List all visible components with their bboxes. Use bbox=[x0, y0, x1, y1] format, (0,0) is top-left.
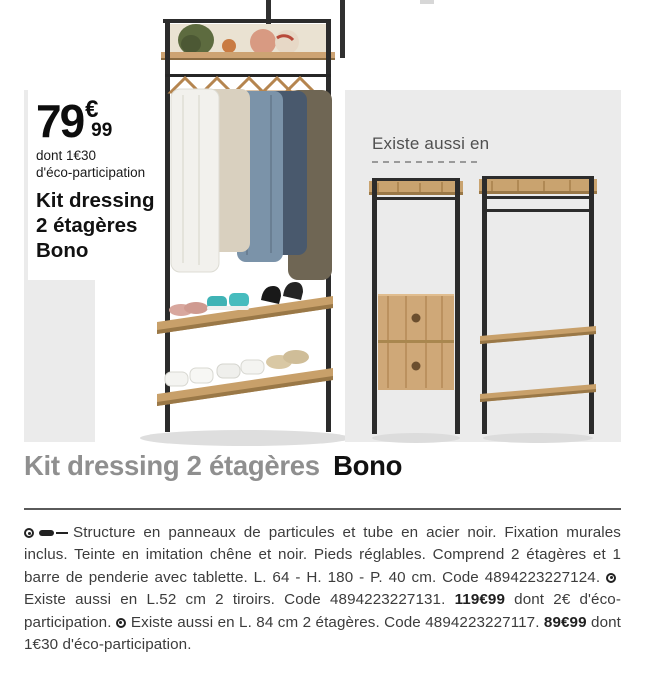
description-text-segment: dont 2€ d'éco-participation. bbox=[24, 591, 621, 631]
eco-participation-line1: dont 1€30 bbox=[36, 148, 97, 163]
description-text-segment: 119€99 bbox=[454, 591, 506, 609]
circle-star-icon bbox=[116, 618, 126, 628]
floor-shadow bbox=[483, 433, 593, 443]
description-text-segment: Structure en panneaux de particules et tube en acier noir. Fixation murales inclus. Teinte en imitation chêne et noir. Pieds réglables. Comprend 2 étagères et 1 barre de penderie avec tablette. L. 64 - H. 180 - P. 40 cm. Code 4894223227124. bbox=[24, 524, 621, 586]
divider-line bbox=[24, 508, 621, 510]
page-title-black: Bono bbox=[333, 450, 403, 481]
description-text-segment: Existe aussi en L.52 cm 2 tiroirs. Code 4894223227131. bbox=[24, 591, 455, 609]
hanging-rod-icon bbox=[39, 530, 69, 538]
page-title bbox=[24, 450, 621, 482]
hanging-clothes bbox=[171, 89, 332, 280]
shoe-shelf-upper bbox=[157, 282, 333, 334]
dashed-underline bbox=[372, 161, 480, 163]
description-text-segment: 89€99 bbox=[543, 613, 587, 631]
price-euros: 79 bbox=[36, 95, 84, 147]
variant-image-2-etageres bbox=[478, 168, 598, 446]
price-currency: € bbox=[85, 96, 99, 123]
circle-star-icon bbox=[606, 573, 616, 583]
cropped-text-artifact bbox=[420, 0, 434, 4]
floor-shadow bbox=[372, 433, 460, 443]
product-name-line1: Kit dressing bbox=[36, 189, 155, 212]
also-available-label: Existe aussi en bbox=[372, 134, 490, 153]
price-block bbox=[36, 95, 186, 263]
eco-participation-line2: d'éco-participation bbox=[36, 164, 146, 180]
price bbox=[36, 95, 186, 147]
circle-star-icon bbox=[24, 528, 34, 538]
description-text-segment: dont 1€30 d'éco-participation. bbox=[24, 613, 621, 654]
description-text-segment: Existe aussi en L. 84 cm 2 étagères. Code 4894223227117. bbox=[130, 613, 544, 631]
floor-shadow bbox=[140, 430, 345, 446]
shoe-shelf-lower bbox=[157, 350, 333, 406]
drawer-unit bbox=[378, 294, 454, 390]
middle-shelf bbox=[480, 326, 596, 344]
product-name-line3: Bono bbox=[36, 239, 89, 262]
price-cents: 99 bbox=[91, 120, 113, 141]
also-available bbox=[372, 134, 489, 163]
bottom-shelf bbox=[480, 384, 596, 402]
product-name-line2: 2 étagères bbox=[36, 214, 138, 237]
variant-image-2-tiroirs bbox=[368, 172, 464, 448]
page-title-gray: Kit dressing 2 étagères bbox=[24, 450, 320, 481]
product-description bbox=[24, 522, 621, 656]
